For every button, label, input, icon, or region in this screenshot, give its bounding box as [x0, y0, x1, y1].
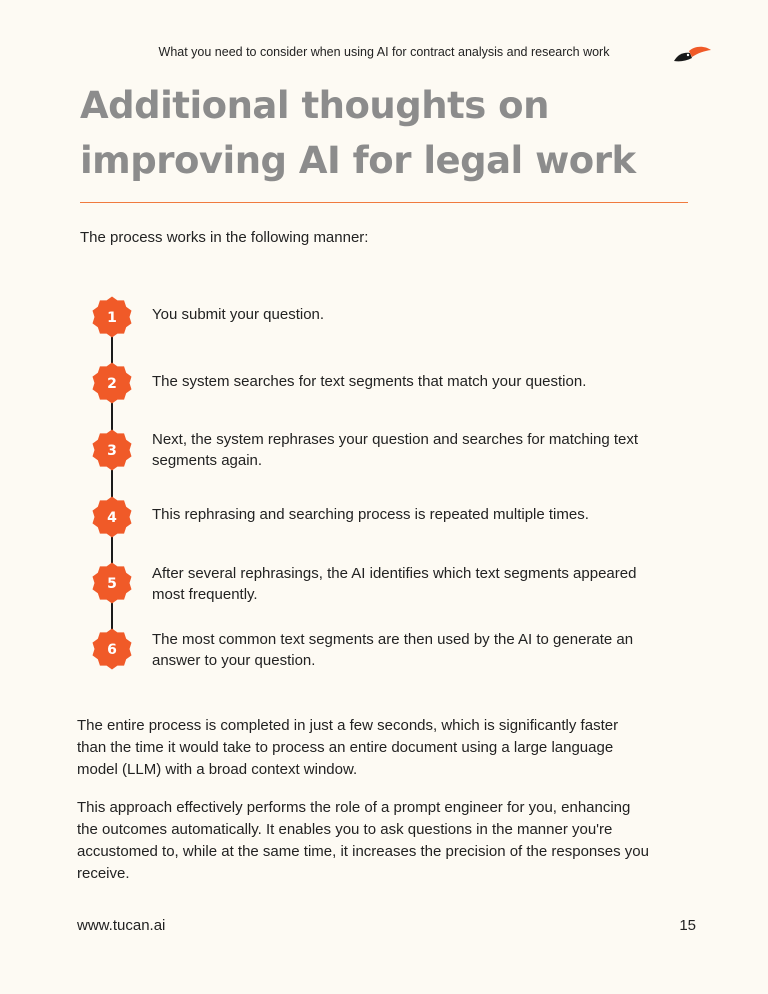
- step-text-line: Next, the system rephrases your question and searches for matching text: [152, 431, 639, 448]
- step-text: [152, 563, 692, 605]
- step-number: 5: [107, 576, 117, 592]
- step-badge: [91, 296, 133, 338]
- running-header: What you need to consider when using AI for contract analysis and research work: [158, 45, 610, 59]
- title-line-2: improving AI for legal work: [80, 139, 636, 182]
- step-text-line: After several rephrasings, the AI identifies which text segments appeared: [152, 565, 637, 582]
- step-text-line: most frequently.: [152, 586, 258, 603]
- step-number: 4: [107, 510, 117, 526]
- step-badge: [91, 628, 133, 670]
- page-number: 15: [679, 917, 696, 934]
- paragraph-line: This approach effectively performs the role of a prompt engineer for you, enhancing: [77, 799, 631, 816]
- title-line-1: Additional thoughts on: [80, 84, 549, 127]
- body-paragraph: [77, 715, 697, 781]
- paragraph-line: model (LLM) with a broad context window.: [77, 761, 358, 778]
- step-badge: [91, 562, 133, 604]
- step-text: [152, 371, 692, 392]
- body-paragraph: [77, 797, 697, 885]
- step-badge: [91, 429, 133, 471]
- step-number: 6: [107, 642, 117, 658]
- step-number: 3: [107, 443, 117, 459]
- step-text-line: segments again.: [152, 452, 263, 469]
- paragraph-line: The entire process is completed in just a few seconds, which is significantly faster: [77, 717, 619, 734]
- step-text: [152, 629, 692, 671]
- step-text-line: This rephrasing and searching process is repeated multiple times.: [152, 506, 589, 523]
- step-text-line: You submit your question.: [152, 306, 325, 323]
- step-text: [152, 429, 692, 471]
- step-number: 2: [107, 376, 117, 392]
- step-text: [152, 504, 692, 525]
- paragraph-line: than the time it would take to process an entire document using a large language: [77, 739, 614, 756]
- step-text-line: The most common text segments are then used by the AI to generate an: [152, 631, 634, 648]
- step-text: [152, 304, 692, 325]
- footer-website: www.tucan.ai: [77, 917, 166, 934]
- step-badge: [91, 362, 133, 404]
- paragraph-line: accustomed to, while at the same time, it increases the precision of the responses you: [77, 843, 649, 860]
- intro-text: The process works in the following manner:: [80, 229, 369, 246]
- step-text-line: The system searches for text segments that match your question.: [152, 373, 587, 390]
- step-text-line: answer to your question.: [152, 652, 316, 669]
- step-badge: [91, 496, 133, 538]
- paragraph-line: receive.: [77, 865, 130, 882]
- step-number: 1: [107, 310, 117, 326]
- paragraph-line: the outcomes automatically. It enables you to ask questions in the manner you're: [77, 821, 613, 838]
